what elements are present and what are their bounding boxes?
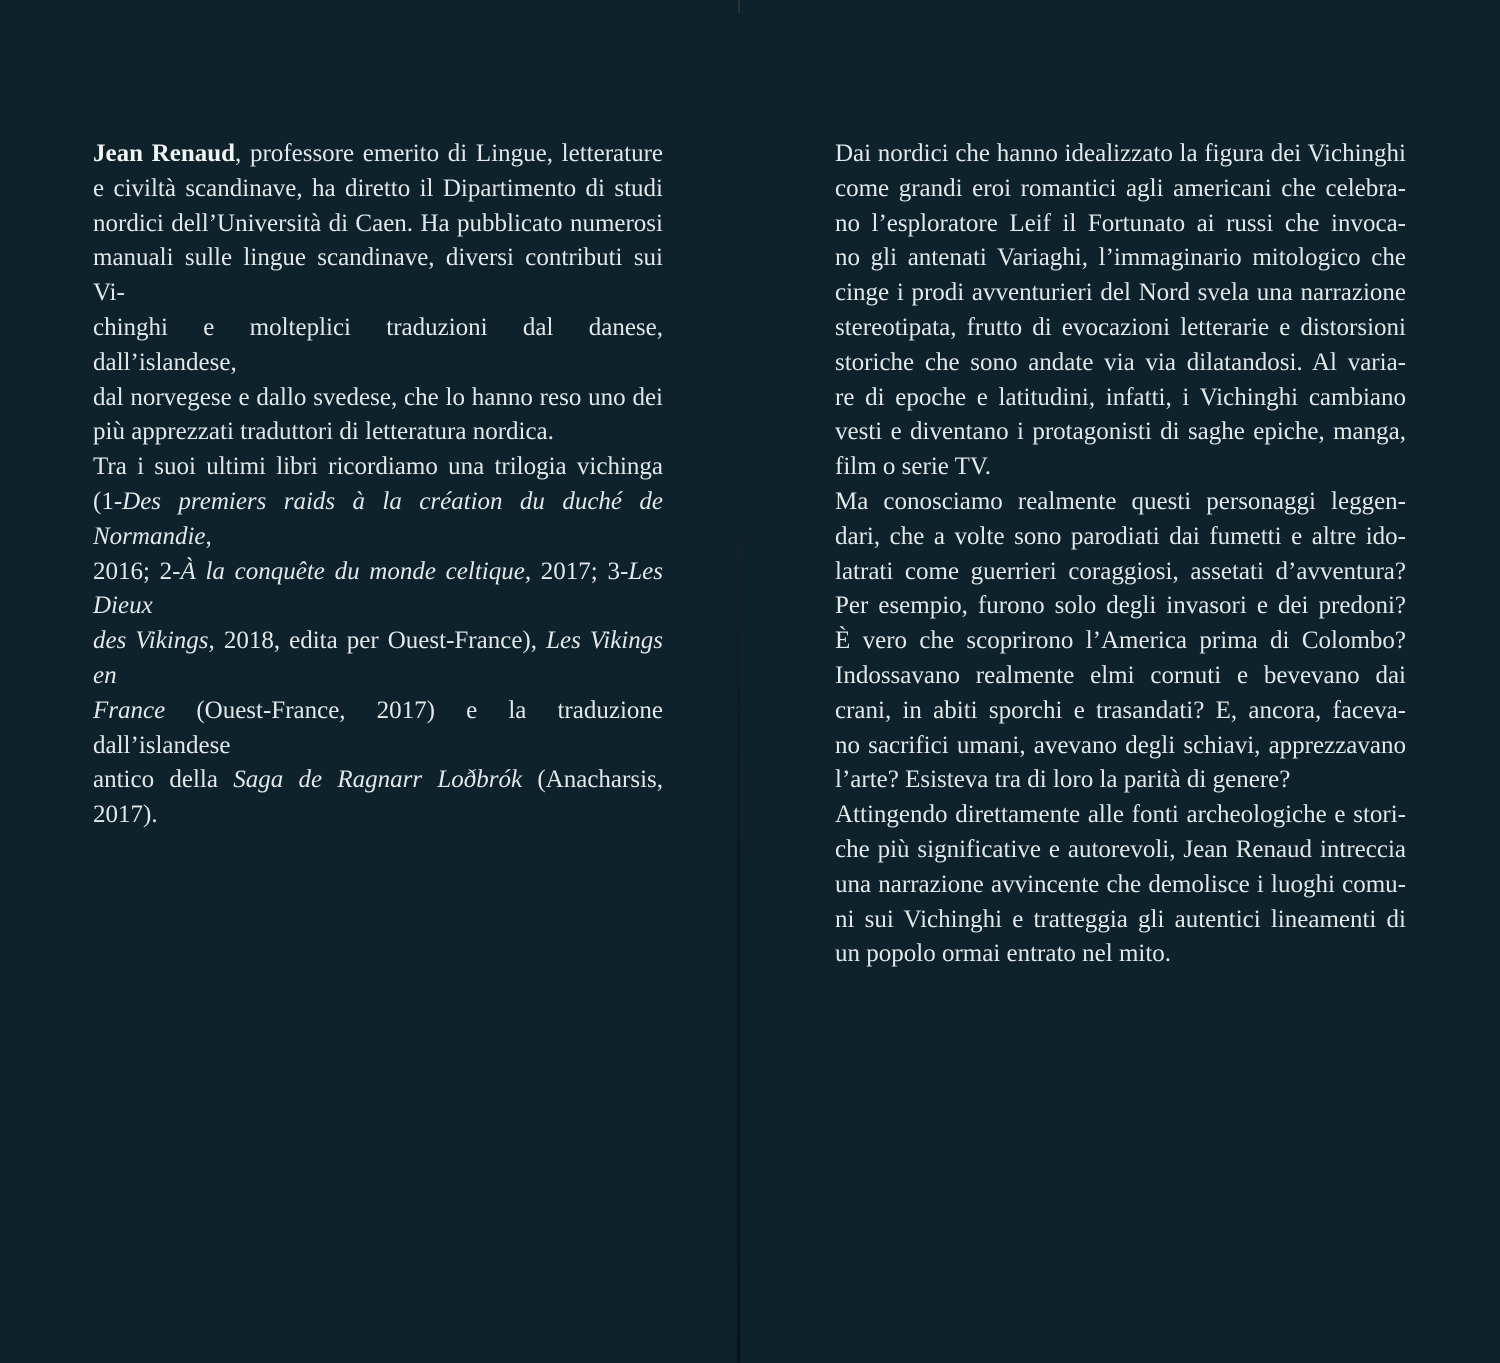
text-line — [835, 694, 1406, 729]
text-run-italic: Les Dieux — [93, 557, 663, 620]
text-line — [835, 346, 1406, 381]
text-line — [93, 311, 663, 381]
text-run-regular: Tra i suoi ultimi libri ricordiamo una trilogia vichinga — [93, 453, 663, 481]
text-run-regular: come grandi eroi romantici agli americani che celebra- — [835, 174, 1406, 202]
text-line — [835, 903, 1406, 938]
text-line — [93, 694, 663, 764]
text-run-regular: no gli antenati Variaghi, l’immaginario mitologico che — [835, 244, 1406, 272]
text-line — [835, 381, 1406, 416]
text-run-regular: più apprezzati traduttori di letteratura nordica. — [93, 418, 554, 446]
text-run-regular: Per esempio, furono solo degli invasori e dei predoni? — [835, 592, 1406, 620]
text-run-italic: À la conquête du monde celtique — [180, 557, 525, 585]
text-run-regular: Ma conosciamo realmente questi personaggi leggen- — [835, 487, 1406, 515]
text-run-regular: (Ouest-France, 2017) e la traduzione dall’islandese — [93, 696, 663, 759]
text-run-italic: Les Vikings en — [93, 627, 663, 689]
text-line — [93, 172, 663, 207]
text-line — [835, 520, 1406, 555]
text-run-italic: France — [93, 696, 166, 724]
text-line — [93, 485, 663, 555]
text-run-bold: Jean Renaud — [93, 140, 236, 167]
text-line — [835, 937, 1406, 972]
text-run-regular: storiche che sono andate via via dilatandosi. Al varia- — [835, 348, 1406, 376]
spine-fold-tick — [738, 0, 740, 13]
text-run-italic: Saga de Ragnarr Loðbrók — [233, 766, 523, 794]
text-run-regular: latrati come guerrieri coraggiosi, assetati d’avventura? — [835, 557, 1406, 585]
text-run-regular: una narrazione avvincente che demolisce i luoghi comu- — [835, 870, 1406, 898]
text-line — [93, 137, 663, 172]
text-line — [835, 729, 1406, 764]
center-fold-crease — [737, 524, 740, 1363]
text-run-regular: nordici dell’Università di Caen. Ha pubblicato numerosi — [93, 209, 663, 237]
text-run-regular: 2016; 2- — [93, 557, 181, 585]
text-line — [93, 624, 663, 694]
text-run-regular: Indossavano realmente elmi cornuti e bevevano dai — [835, 661, 1406, 689]
text-run-regular: no l’esploratore Leif il Fortunato ai russi che invoca- — [835, 209, 1406, 237]
text-run-regular: (Anacharsis, 2017). — [93, 766, 663, 829]
text-line — [835, 137, 1406, 172]
text-run-regular: Attingendo direttamente alle fonti archeologiche e stori- — [835, 801, 1406, 829]
text-run-regular: cinge i prodi avventurieri del Nord svela una narrazione — [835, 279, 1406, 307]
text-run-regular: , — [205, 522, 212, 550]
text-line — [835, 450, 1406, 485]
text-line — [93, 241, 663, 311]
text-run-italic: des Vikings — [93, 627, 209, 655]
book-blurb-flap — [835, 137, 1406, 972]
text-run-regular: dal norvegese e dallo svedese, che lo hanno reso uno dei — [93, 383, 663, 411]
text-line — [93, 763, 663, 833]
text-run-regular: , 2018, edita per Ouest-France), — [208, 627, 547, 655]
text-line — [93, 450, 663, 485]
text-run-regular: ni sui Vichinghi e tratteggia gli autentici lineamenti di — [835, 905, 1406, 933]
text-run-regular: crani, in abiti sporchi e trasandati? E, ancora, faceva- — [835, 696, 1406, 724]
text-line — [835, 241, 1406, 276]
text-run-regular: re di epoche e latitudini, infatti, i Vichinghi cambiano — [835, 383, 1406, 411]
text-run-regular: (1- — [93, 487, 123, 515]
text-line — [835, 555, 1406, 590]
text-line — [835, 311, 1406, 346]
text-run-regular: Dai nordici che hanno idealizzato la figura dei Vichinghi — [835, 140, 1406, 167]
text-run-regular: film o serie TV. — [835, 453, 992, 481]
text-run-regular: vesti e diventano i protagonisti di saghe epiche, manga, — [835, 418, 1406, 446]
text-run-regular: l’arte? Esisteva tra di loro la parità di genere? — [835, 766, 1291, 794]
text-run-regular: dari, che a volte sono parodiati dai fumetti e altre ido- — [835, 522, 1406, 550]
text-line — [835, 798, 1406, 833]
author-bio-flap — [93, 137, 663, 833]
text-line — [835, 207, 1406, 242]
text-line — [835, 485, 1406, 520]
text-line — [835, 276, 1406, 311]
text-line — [835, 589, 1406, 624]
text-run-italic: Des premiers raids à la création du duché de Normandie — [93, 487, 663, 550]
text-run-regular: È vero che scoprirono l’America prima di Colombo? — [835, 627, 1406, 655]
text-run-regular: stereotipata, frutto di evocazioni letterarie e distorsioni — [835, 313, 1406, 341]
text-line — [835, 833, 1406, 868]
text-line — [835, 763, 1406, 798]
text-run-regular: no sacrifici umani, avevano degli schiavi, apprezzavano — [835, 731, 1406, 759]
text-run-regular: che più significative e autorevoli, Jean Renaud intreccia — [835, 835, 1406, 863]
text-line — [93, 207, 663, 242]
text-line — [835, 172, 1406, 207]
text-line — [835, 659, 1406, 694]
text-line — [93, 555, 663, 625]
text-line — [93, 381, 663, 416]
text-line — [835, 415, 1406, 450]
text-run-regular: chinghi e molteplici traduzioni dal danese, dall’islandese, — [93, 313, 663, 376]
text-line — [835, 868, 1406, 903]
text-run-regular: un popolo ormai entrato nel mito. — [835, 940, 1172, 968]
text-run-regular: antico della — [93, 766, 234, 794]
text-run-regular: e civiltà scandinave, ha diretto il Dipartimento di studi — [93, 174, 663, 202]
text-line — [835, 624, 1406, 659]
text-line — [93, 415, 663, 450]
text-run-regular: , 2017; 3- — [524, 557, 629, 585]
text-run-regular: , professore emerito di Lingue, letterature — [235, 140, 663, 167]
text-run-regular: manuali sulle lingue scandinave, diversi contributi sui Vi- — [93, 244, 663, 307]
